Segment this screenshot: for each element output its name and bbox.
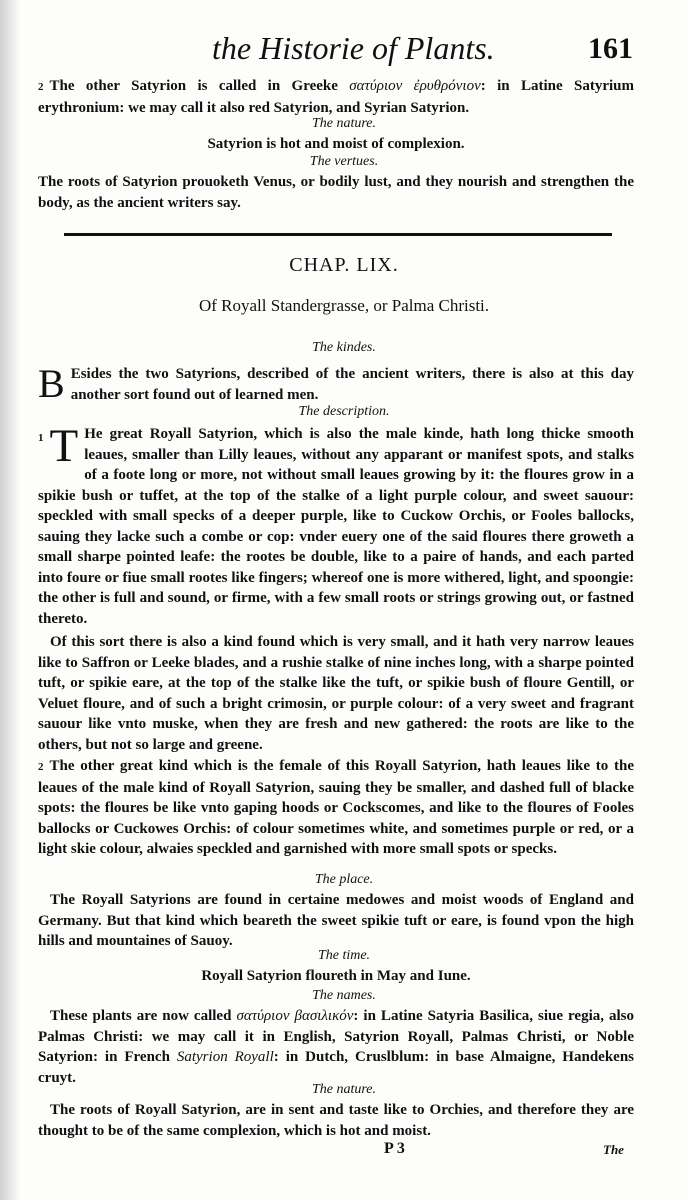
page-footer [0, 1140, 688, 1170]
place-text: The Royall Satyrions are found in certaine medowes and moist woods of England and Germany. But that kind which beareth the sweet spikie tuft or eare, is found vpon the high hills and mountaines of Sauoy. [38, 892, 634, 949]
section-label-nature: The nature. [311, 116, 377, 131]
chapter-number: CHAP. LIX. [289, 254, 399, 276]
greek-term: σατύριον ἐρυθρόνιον [349, 78, 481, 94]
french-term: Satyrion Royall [176, 1049, 274, 1065]
nature-text-2: The roots of Royall Satyrion, are in sent and taste like to Orchies, and therefore they are thought to be of the same complexion, which is hot and moist. [38, 1102, 634, 1139]
section-label-kindes: The kindes. [312, 340, 376, 355]
chapter-title: Of Royall Standergrasse, or Palma Christi. [198, 296, 490, 315]
nature-text: Satyrion is hot and moist of complexion. [207, 136, 465, 152]
drop-capital: B [38, 361, 65, 406]
section-label-vertues: The vertues. [309, 154, 379, 169]
paragraph-text-continued: : in Latine Satyrium erythronium: we may call it also red Satyrion, and Syrian Satyrion. [38, 78, 634, 116]
paragraph-number: 2 [38, 761, 44, 773]
section-label-description: The description. [298, 404, 390, 419]
section-label-time: The time. [317, 948, 371, 963]
page-number: 161 [588, 32, 633, 65]
paragraph-number: 1 [38, 432, 44, 444]
section-label-names: The names. [312, 988, 376, 1003]
description-paragraph-2: Of this sort there is also a kind found which is very small, and it hath very narrow leaues like to Saffron or Leeke blades, and a rushie stalke of nine inches long, with a sharpe pointed tuft, or spikie eare, at the top of the stalke like the tuft, or spikie bush of floure Gentill, or Veluet floure, and of such a bright crimosin, or purple colour: of a very sweet and fragrant sauour like vnto muske, when they are fresh and new gathered: the roots are like to the others, but not so large and greene. [38, 634, 634, 753]
chapter-divider-rule [64, 233, 612, 236]
names-text-continued: : in Latine Satyria Basilica, siue regia, also Palmas Christi: we may call it in English, Satyrion Royall, Palmas Christi, or Noble Satyrion: in French [38, 1008, 635, 1065]
catchword: The [603, 1142, 624, 1157]
drop-capital: T [49, 420, 79, 472]
kindes-text: Esides the two Satyrions, described of the ancient writers, there is also at this day another sort found out of learned men. [70, 366, 634, 403]
paragraph-text: The other Satyrion is called in Greeke [49, 78, 338, 94]
names-text-end: : in Dutch, Cruslblum: in base Almaigne, Handekens cruyt. [38, 1049, 635, 1086]
description-paragraph-1 [38, 420, 634, 629]
description-text-3: The other great kind which is the female of this Royall Satyrion, hath leaues like to the leaues of the male kind of Royall Satyrion, sauing they be smaller, and dashed full of blacke spots: the floures be like vnto gaping hoods or Cockscomes, and like to the floures of Fooles ballocks or Cuckowes Orchis: of colour sometimes white, and sometimes purple or red, or a light skie colour, alwaies speckled and garnished with more small spots or specks. [38, 758, 634, 857]
names-text: These plants are now called [50, 1008, 232, 1024]
vertues-text: The roots of Satyrion prouoketh Venus, or bodily lust, and they nourish and strengthen the body, as the ancient writers say. [38, 174, 634, 211]
names-paragraph [38, 1006, 634, 1088]
kindes-paragraph [38, 361, 634, 406]
paragraph-other-satyrion [38, 76, 634, 118]
section-label-place: The place. [314, 872, 374, 887]
description-text-1: He great Royall Satyrion, which is also the male kinde, hath long thicke smooth leaues, smaller than Lilly leaues, without any apparant or manifest spots, and stalks of a foote long or more, not without small leaues growing by it: the floures grow in a spikie bush or tuffet, at the top of the stalke of a light purple colour, and sweet sauour: speckled with small specks of a deeper purple, like to Cuckow Orchis, or Fooles ballocks, sauing they lacke such a combe or cop: vnder euery one of the said floures there groweth a small sharpe pointed leafe: the rootes be double, like to a paire of hands, and each parted into foure or fiue small rootes like fingers; whereof one is more withered, light, and spoongie: the other is full and sound, or firme, with a few small roots or strings growing out, or fastned thereto. [38, 426, 634, 627]
time-text: Royall Satyrion floureth in May and Iune. [201, 968, 471, 984]
description-paragraph-3 [38, 756, 634, 860]
signature-mark: P 3 [384, 1140, 405, 1157]
paragraph-number: 2 [38, 81, 44, 93]
section-label-nature-2: The nature. [311, 1082, 377, 1097]
running-head: the Historie of Plants. [212, 30, 495, 66]
page-gutter-shadow [0, 0, 20, 1200]
greek-term: σατύριον βασιλικόν [236, 1008, 354, 1024]
page-header [0, 30, 688, 70]
